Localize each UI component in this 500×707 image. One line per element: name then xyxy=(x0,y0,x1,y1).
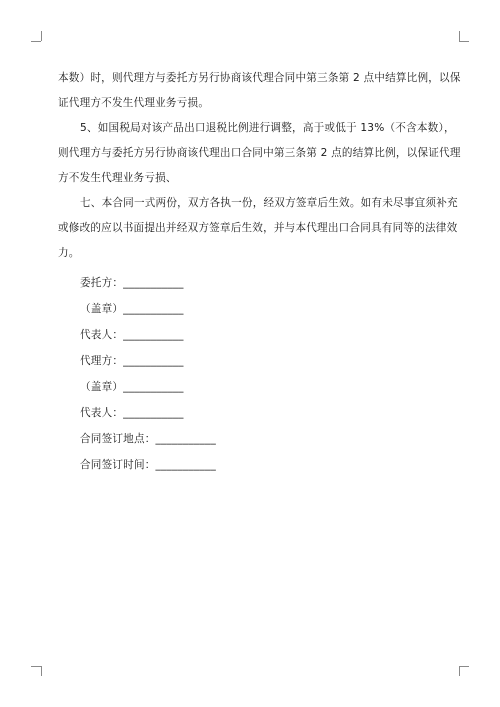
crop-mark-top-right-h xyxy=(459,41,469,42)
crop-mark-top-left-v xyxy=(41,31,42,41)
text-line: 力。 xyxy=(58,247,80,259)
text-line: 或修改的应以书面提出并经双方签章后生效，并与本代理出口合同具有同等的法律效 xyxy=(58,222,458,234)
text-line: 方不发生代理业务亏损、 xyxy=(58,172,177,184)
paragraph-clause-7 xyxy=(58,191,458,266)
crop-mark-bottom-left-v xyxy=(41,666,42,676)
field-principal-representative: 代表人：___________ xyxy=(80,329,184,341)
crop-mark-bottom-right-v xyxy=(459,666,460,676)
field-signing-time: 合同签订时间：___________ xyxy=(80,459,217,471)
field-signing-place: 合同签订地点：___________ xyxy=(80,433,217,445)
document-body xyxy=(58,66,461,478)
field-agent-representative: 代表人：___________ xyxy=(80,407,184,419)
crop-mark-bottom-left-h xyxy=(31,666,41,667)
signature-fields xyxy=(58,270,448,478)
text-line: 本数）时，则代理方与委托方另行协商该代理合同中第三条第 2 点中结算比例，以保 xyxy=(58,72,461,84)
field-agent-seal: （盖章）___________ xyxy=(80,381,184,393)
paragraph-continuation xyxy=(58,66,461,116)
crop-mark-top-left-h xyxy=(31,41,41,42)
text-line: 证代理方不发生代理业务亏损。 xyxy=(58,97,210,109)
text-line: 七、本合同一式两份，双方各执一份，经双方签章后生效。如有未尽事宜须补充 xyxy=(80,197,458,209)
crop-mark-top-right-v xyxy=(459,31,460,41)
field-agent: 代理方：___________ xyxy=(80,355,184,367)
field-principal: 委托方：___________ xyxy=(80,277,184,289)
text-line: 则代理方与委托方另行协商该代理出口合同中第三条第 2 点的结算比例，以保证代理 xyxy=(58,147,461,159)
paragraph-clause-5 xyxy=(58,116,461,191)
field-principal-seal: （盖章）___________ xyxy=(80,303,184,315)
crop-mark-bottom-right-h xyxy=(459,666,469,667)
text-line: 5、如国税局对该产品出口退税比例进行调整，高于或低于 13%（不含本数）， xyxy=(80,122,455,134)
